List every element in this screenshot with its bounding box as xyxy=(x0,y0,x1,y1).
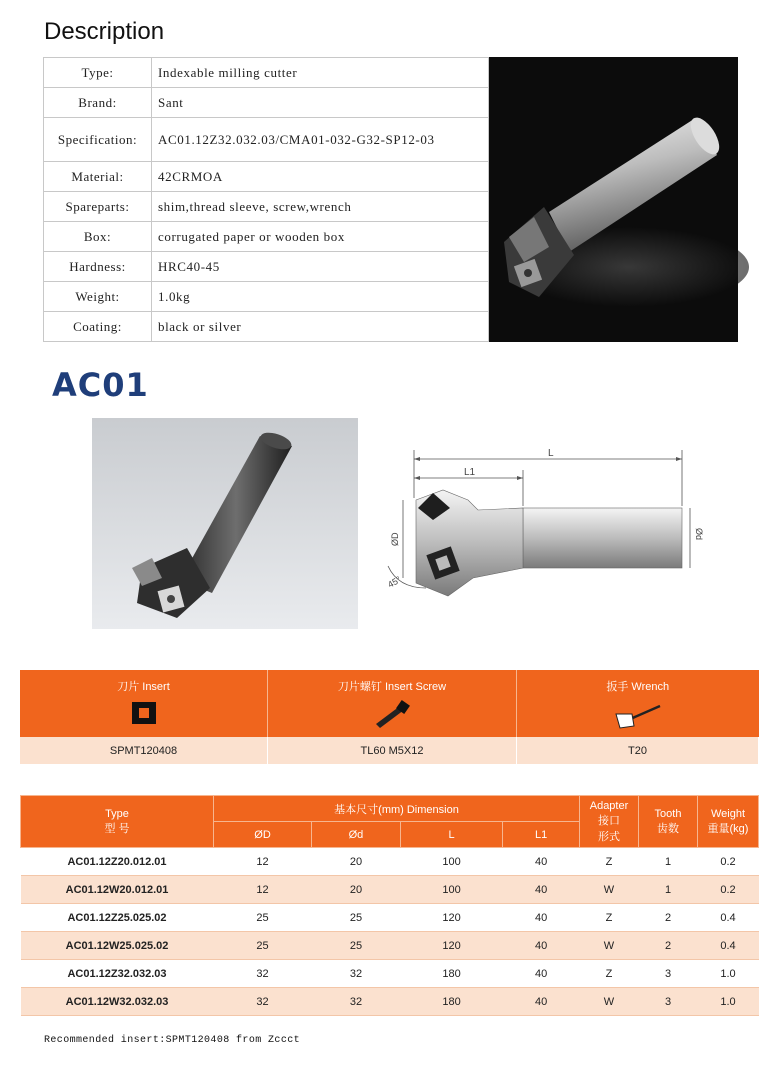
spec-value: HRC40-45 xyxy=(152,252,489,282)
page-title: Description xyxy=(44,18,165,45)
cell-L1: 40 xyxy=(503,960,580,988)
tooth-header-cn: 齿数 xyxy=(657,822,679,835)
spec-value: corrugated paper or wooden box xyxy=(152,222,489,252)
label-angle: 45° xyxy=(386,574,403,590)
adapter-header-cn1: 接口 xyxy=(598,814,620,827)
spec-row xyxy=(44,88,489,118)
cell-weight: 0.4 xyxy=(698,932,759,960)
cell-weight: 1.0 xyxy=(698,988,759,1016)
screw-value: TL60 M5X12 xyxy=(268,737,517,764)
cell-L1: 40 xyxy=(503,988,580,1016)
tooth-header xyxy=(639,796,698,848)
cell-tooth: 2 xyxy=(639,932,698,960)
adapter-header-en: Adapter xyxy=(589,799,629,812)
cell-weight: 0.2 xyxy=(698,848,759,876)
spec-key: Specification: xyxy=(44,118,152,162)
accessory-header-screw xyxy=(268,670,517,737)
weight-header-cn: 重量(kg) xyxy=(707,822,749,835)
spec-value: Sant xyxy=(152,88,489,118)
cell-tooth: 1 xyxy=(639,848,698,876)
spec-row xyxy=(44,192,489,222)
cell-adapter: Z xyxy=(580,848,639,876)
product-photo xyxy=(489,57,738,342)
cell-d: 32 xyxy=(312,988,401,1016)
label-d-minor: Ød xyxy=(694,528,704,541)
milling-cutter-photo xyxy=(489,57,738,342)
dimension-header: 基本尺寸(mm) Dimension xyxy=(214,796,580,822)
label-d-major: ØD xyxy=(390,532,400,546)
spec-row xyxy=(44,222,489,252)
type-header xyxy=(21,796,214,848)
cell-adapter: Z xyxy=(580,904,639,932)
cell-d: 25 xyxy=(312,932,401,960)
adapter-header-cn2: 形式 xyxy=(598,830,620,843)
cell-L: 180 xyxy=(400,960,502,988)
cell-L: 180 xyxy=(400,988,502,1016)
recommendation-note: Recommended insert:SPMT120408 from Zccct xyxy=(44,1035,301,1046)
insert-icon xyxy=(130,700,158,726)
type-header-cn: 型 号 xyxy=(104,822,130,835)
cell-weight: 0.4 xyxy=(698,904,759,932)
cell-L: 120 xyxy=(400,932,502,960)
insert-header-label: 刀片 Insert xyxy=(117,681,170,693)
spec-row xyxy=(44,252,489,282)
table-row xyxy=(21,960,759,988)
table-row xyxy=(21,904,759,932)
col-header-L: L xyxy=(400,822,502,848)
cell-adapter: W xyxy=(580,876,639,904)
cell-D: 25 xyxy=(214,932,312,960)
wrench-icon xyxy=(614,700,662,730)
cell-L: 120 xyxy=(400,904,502,932)
model-title: AC01 xyxy=(52,366,149,404)
spec-value: black or silver xyxy=(152,312,489,342)
cell-d: 25 xyxy=(312,904,401,932)
screw-header-label: 刀片螺钉 Insert Screw xyxy=(337,681,447,693)
spec-value: 1.0kg xyxy=(152,282,489,312)
weight-header xyxy=(698,796,759,848)
cell-L1: 40 xyxy=(503,848,580,876)
accessory-header-insert xyxy=(20,670,268,737)
spec-key: Material: xyxy=(44,162,152,192)
cell-D: 12 xyxy=(214,848,312,876)
spec-key: Weight: xyxy=(44,282,152,312)
table-row xyxy=(21,876,759,904)
wrench-value: T20 xyxy=(517,737,759,764)
adapter-header xyxy=(580,796,639,848)
cell-tooth: 3 xyxy=(639,960,698,988)
cell-type: AC01.12Z32.032.03 xyxy=(21,960,214,988)
weight-header-en: Weight xyxy=(710,807,746,820)
wrench-header-label: 扳手 Wrench xyxy=(606,681,670,693)
cell-tooth: 1 xyxy=(639,876,698,904)
cell-adapter: Z xyxy=(580,960,639,988)
accessories-table xyxy=(20,670,759,764)
cell-D: 12 xyxy=(214,876,312,904)
cell-L: 100 xyxy=(400,848,502,876)
spec-key: Type: xyxy=(44,58,152,88)
cell-type: AC01.12Z20.012.01 xyxy=(21,848,214,876)
table-row xyxy=(21,848,759,876)
cell-d: 20 xyxy=(312,876,401,904)
cell-type: AC01.12W20.012.01 xyxy=(21,876,214,904)
spec-row xyxy=(44,162,489,192)
spec-row xyxy=(44,312,489,342)
cell-d: 20 xyxy=(312,848,401,876)
spec-key: Coating: xyxy=(44,312,152,342)
label-l: L xyxy=(548,448,554,459)
cell-type: AC01.12W25.025.02 xyxy=(21,932,214,960)
spec-value: shim,thread sleeve, screw,wrench xyxy=(152,192,489,222)
cell-tooth: 2 xyxy=(639,904,698,932)
spec-value: AC01.12Z32.032.03/CMA01-032-G32-SP12-03 xyxy=(152,118,489,162)
accessory-header-wrench xyxy=(517,670,759,737)
spec-value: Indexable milling cutter xyxy=(152,58,489,88)
col-header-D: ØD xyxy=(214,822,312,848)
spec-row xyxy=(44,118,489,162)
spec-row xyxy=(44,58,489,88)
spec-key: Spareparts: xyxy=(44,192,152,222)
cell-D: 32 xyxy=(214,960,312,988)
dimension-drawing xyxy=(368,438,704,603)
cell-L1: 40 xyxy=(503,876,580,904)
cell-adapter: W xyxy=(580,988,639,1016)
spec-row xyxy=(44,282,489,312)
cell-weight: 1.0 xyxy=(698,960,759,988)
cell-L1: 40 xyxy=(503,904,580,932)
cell-L: 100 xyxy=(400,876,502,904)
spec-key: Brand: xyxy=(44,88,152,118)
cutter-render xyxy=(92,418,358,629)
screw-icon xyxy=(372,700,412,728)
cell-tooth: 3 xyxy=(639,988,698,1016)
cell-D: 32 xyxy=(214,988,312,1016)
dimension-table xyxy=(20,795,759,1016)
spec-table xyxy=(43,57,489,342)
cutter-render-image xyxy=(92,418,358,629)
table-row xyxy=(21,988,759,1016)
spec-key: Box: xyxy=(44,222,152,252)
insert-value: SPMT120408 xyxy=(20,737,268,764)
label-l1: L1 xyxy=(464,467,476,478)
cell-L1: 40 xyxy=(503,932,580,960)
cell-weight: 0.2 xyxy=(698,876,759,904)
cell-type: AC01.12Z25.025.02 xyxy=(21,904,214,932)
tooth-header-en: Tooth xyxy=(654,807,682,820)
cell-d: 32 xyxy=(312,960,401,988)
spec-key: Hardness: xyxy=(44,252,152,282)
col-header-L1: L1 xyxy=(503,822,580,848)
table-row xyxy=(21,932,759,960)
technical-drawing xyxy=(368,438,704,603)
type-header-en: Type xyxy=(105,807,129,820)
cell-D: 25 xyxy=(214,904,312,932)
spec-value: 42CRMOA xyxy=(152,162,489,192)
col-header-d: Ød xyxy=(312,822,401,848)
cell-type: AC01.12W32.032.03 xyxy=(21,988,214,1016)
cell-adapter: W xyxy=(580,932,639,960)
